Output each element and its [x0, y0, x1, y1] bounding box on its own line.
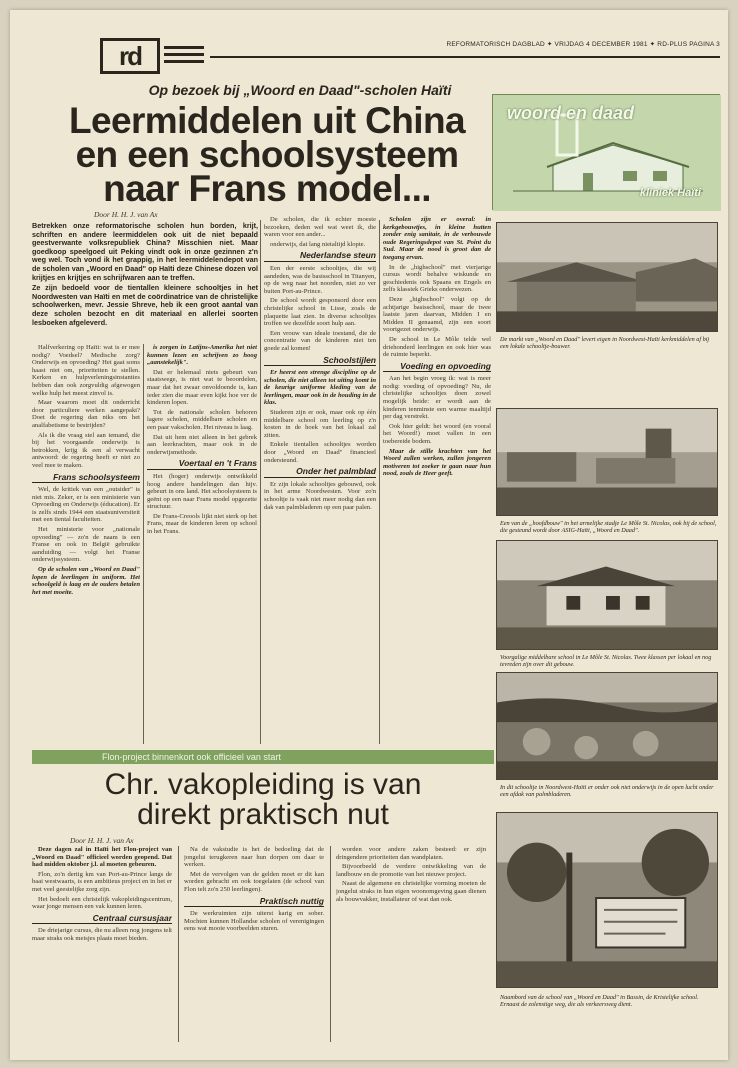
photo-open-air-image — [497, 673, 717, 779]
logo-lines-icon — [164, 46, 204, 70]
paragraph: Tot de nationale scholen behoren lagere scholen, middelbare scholen en een paar vakscholen. Het niveau is laag. — [147, 408, 257, 431]
paragraph: In de „highschool" met vierjarige cursus wordt behalve wiskunde en geschiedenis ook Spaans en Engels en zelfs klassiek Grieks onderwezen. — [383, 263, 491, 294]
paragraph: Ook hier geldt: het woord (en vooral het Woord!) moet vallen in een toebereide bodem. — [383, 422, 491, 446]
subhead-nederlandse-steun: Nederlandse steun — [264, 252, 376, 262]
photo-name-board-image — [497, 813, 717, 987]
article1-headline — [42, 100, 492, 209]
paragraph: Aan het begin vroeg ik: wat is meer nodig: voeding of opvoeding? Nu, de christelijke schooltjes doen zowel mogelijk beide: er wordt aan de kinderen tenminste een warme maaltijd per dag verstrekt. — [383, 375, 491, 421]
paragraph: Met de vervolgen van de gelden moet er dit kan worden gebracht en ook toegelaten (de school van Flon telt zo'n 250 leerlingen). — [184, 870, 324, 893]
photo-market — [496, 222, 718, 332]
article2-column-2 — [184, 846, 324, 1046]
photo-school — [496, 540, 718, 650]
photo-hoofdbouw-image — [497, 409, 717, 515]
column-rule — [178, 846, 179, 1042]
column-rule — [379, 220, 380, 744]
paragraph: De school in Le Môle telde wel driehonderd leerlingen en ook hier was de ruimte beperkt. — [383, 335, 491, 359]
paragraph: Het ministerie voor „nationale opvoeding" — zo'n de naam is een Franse en ook in België gebruikte aanduiding — volgt het Franse onderwijssysteem. — [32, 526, 140, 564]
paragraph: Het bedoelt een christelijk vakopleidingscentrum, waar jonge mensen een vak kunnen leren. — [32, 895, 172, 911]
photo-caption-3: Voorgalige middelbare school in Le Môle St. Nicolas. Twee klassen per lokaal en nog tevreden zijn over dit gebouw. — [500, 654, 712, 668]
paragraph: Een vrouw van ideale toestand, die de concentratie van de kinderen niet ten goede zal komen! — [264, 329, 376, 352]
subhead-voeding: Voeding en opvoeding — [383, 363, 491, 373]
paragraph: Dat er helemaal niets gebeurt van staatswege, is niet wat te beoordelen, maar dat het zwaar onvoldoende is, kan ieder zien die maar even kijkt hoe ver de kinderen lopen. — [147, 368, 257, 407]
headline-line-2: en een schoolsysteem — [75, 134, 459, 175]
paragraph: De driejarige cursus, die nu alleen nog jongens telt maar straks ook meisjes plaats moet bieden. — [32, 927, 172, 942]
paragraph: De Frans-Creools lijkt niet sterk op het Frans, maar de kinderen leren op school in het Frans. — [147, 512, 257, 536]
paragraph: Als ik die vraag stel aan iemand, die bij het voorgaande onderwijs is betrokken, krijg ik een al verwacht antwoord: de regering heeft er niet zo veel mee te maken. — [32, 431, 140, 469]
photo-hoofdbouw — [496, 408, 718, 516]
intro-paragraph-1: Betrekken onze reformatorische scholen hun borden, krijt, schriften en andere leermiddelen ook uit de niet bepaald geestverwante volksrepubliek China? Misschien niet. Maar goedkoop speelgoed uit Peking vindt ook in onze gezinnen z'n weg wel. Toch vond ik het grappig, in het leermiddelendepot van de scholen van „Woord en Daad" op Haïti deze Chinese dozen vol krijtjes en krijtjes en schrijfwaren aan te treffen. — [32, 222, 258, 282]
italic-quote: Op de scholen van „Woord en Daad" lopen de leerlingen in uniform. Het schoolgeld is laag en de ouders betalen het met moeite. — [32, 566, 140, 596]
article2-headline — [32, 770, 494, 830]
paragraph: De werkruimten zijn uiterst karig en sober. Mochten kunnen Hollandse scholen of verenigingen eens wat mooie voorbeelden sturen. — [184, 910, 324, 933]
paragraph: Studeren zijn er ook, maar ook op één middelbare school om leerling op z'n kosten in de hoek van het lokaal zal zitten. — [264, 409, 376, 439]
subhead-centraal-cursusjaar: Centraal cursusjaar — [32, 915, 172, 925]
masthead — [100, 38, 720, 78]
subhead-onder-het-palmblad: Onder het palmblad — [264, 468, 376, 478]
edition-line: REFORMATORISCH DAGBLAD ✦ VRIJDAG 4 DECEMBER 1981 ✦ RD-PLUS PAGINA 3 — [446, 41, 720, 48]
paragraph: Deze „highschool" volgt op de achtjarige basisschool, maar de twee laatste jaren daarvan, Midden I en Midden II genaamd, zijn een soort voortgezet onderwijs. — [383, 295, 491, 334]
paragraph: Een der eerste schooltjes, die wij aandeden, was de basisschool in Titanyen, op de weg naar het noorden, niet zo ver buiten Port-au-Prince. — [264, 264, 376, 295]
paragraph: worden voor andere zaken besteed: er zijn dringendere prioriteiten dan wandplaten. — [336, 846, 486, 861]
paragraph: onderwijs, dat lang nietaltijd klopte. — [270, 240, 366, 248]
banner-title: woord en daad — [507, 103, 635, 123]
paragraph: Dat uit hem niet alleen in het gebrek aan leerkrachten, maar ook in de onderwijsmethode. — [147, 433, 257, 456]
column-rule — [143, 344, 144, 744]
article1-kicker: Op bezoek bij „Woord en Daad"-scholen Haïti — [148, 82, 452, 98]
paragraph: Enkele tientallen schooltjes worden door „Woord en Daad" financieel ondersteund. — [264, 441, 376, 464]
paragraph: De school wordt gesponsord door een christelijke school in Lisse, zoals de plaquette laat zien. In diverse schooltjes troffen we dezelfde soort hulp aan. — [264, 297, 376, 328]
italic-quote: Er heerst een strenge discipline op de scholen, die niet alleen tot uiting komt in de keurige uniforme kleding van de leerlingen, maar ook in de houding in de klas. — [264, 369, 376, 407]
photo-market-image — [497, 223, 717, 331]
paragraph: De scholen, die ik echter moeste bezoeken, deden wel wat weet ik, die waren voor een ander... — [264, 216, 376, 239]
rd-logo: rd — [100, 38, 160, 74]
article1-column-1 — [32, 344, 140, 750]
headline2-line-2: direkt praktisch nut — [137, 798, 389, 831]
paragraph: Halfverkering op Haïti: wat is er mee nodig? Voedsel? Medische zorg? Onderwijs en opvoeding? Het gaat soms haast niet om, prioriteiten te stellen. Kerken en hulpverleningsinstanties hebben dan ook zorgvuldig afgewogen welke hulp het meest zinvol is. — [32, 344, 140, 397]
headline-line-3: naar Frans model... — [103, 168, 431, 209]
article2-byline: Door H. H. J. van Ax — [70, 836, 134, 845]
paragraph: Wel, de kritiek van een „outsider" is niet mis. Zeker, er is een ministerie van Opvoeding en Onderwijs (éducation). Er is zelfs sinds 1944 een staatsuniversiteit met een tiental faculteiten. — [32, 486, 140, 524]
photo-name-board — [496, 812, 718, 988]
newspaper-page — [10, 10, 728, 1060]
article1-column-4 — [383, 216, 491, 750]
subhead-schoolstijlen: Schoolstijlen — [264, 357, 376, 367]
paragraph: Het (hoger) onderwijs ontwikkeld hoog andere handelingen dan hijv. gebeurt in ons land. Het schoolsysteem is geënt op een naar Frans model opgezette structuur. — [147, 472, 257, 511]
article1-intro — [32, 222, 258, 338]
photo-caption-5: Naambord van de school van „Woord en Daad" in Bassin, de Kristelijke school. Ernaast de zolenstige weg, die als verkeersweg dient. — [500, 994, 699, 1008]
article1-byline: Door H. H. J. van Ax — [94, 210, 158, 219]
paragraph: Flon, zo'n dertig km van Port-au-Prince langs de baai westwaarts, is een ambitieus project en in het er met veel geestelijke zorg zijn. — [32, 870, 172, 893]
article1-column-2 — [147, 344, 257, 750]
article2-kicker: Flon-project binnenkort ook officieel van start — [32, 750, 494, 764]
article2 — [32, 750, 494, 1050]
headline2-line-1: Chr. vakopleiding is van — [104, 768, 422, 801]
photo-caption-4: In dit schooltje in Noordwest-Haïti er onder ook niet onderwijs in de open lucht onder een afdak van palmbladeren. — [500, 784, 714, 798]
column-rule — [330, 846, 331, 1042]
header-rule — [210, 56, 720, 58]
photo-caption-1: De markt van „Woord en Daad" levert eigen in Noordwest-Haïti kerkmiddelen af bij een lokale schooltje-bouwer. — [500, 336, 710, 350]
italic-quote: is zorgen in Latijns-Amerika het niet kunnen lezen en schrijven zo hoog „aanstekelijk". — [147, 344, 257, 367]
article2-intro: Deze dagen zal in Haïti het Flon-project van „Woord en Daad" officieel worden geopend. Dat had midden oktober j.l. al moeten gebeuren. — [32, 846, 172, 869]
column-rule — [260, 220, 261, 744]
paragraph: Naast de algemene en christelijke vorming moeten de jongelui straks in hun eigen woonomgeving gaan dienen als bouwvakker, installateur of wat dan ook. — [336, 880, 486, 903]
photo-caption-2: Een van de „hoofdbouw" in het armelijke stadje Le Môle St. Nicolas, ook bij de school, die gesteund wordt door ASIG-Haïti, „Woord en Daad". — [500, 520, 717, 534]
woord-en-daad-banner — [492, 94, 720, 210]
article2-column-1 — [32, 846, 172, 1046]
intro-paragraph-2: Ze zijn bedoeld voor de tientallen kleinere schooltjes in het Noordwesten van Haïti en met de coördinatrice van de christelijke schoolwerken, mevr. Jessie Shreve, heb ik een groot aantal van deze scholen bezocht en dit materiaal en allerlei soorten lesboeken afgeleverd. — [32, 283, 258, 327]
paragraph: Maar waarom moet dit onderricht door particuliere werken aangepakt? Doet de regering dan niks om het analfabetisme te bestrijden? — [32, 399, 140, 429]
article2-column-3 — [336, 846, 486, 1046]
banner-subtitle: kliniek Haïti — [639, 187, 701, 199]
italic-quote: Maar de stille krachten van het Woord zullen werken, zullen jongeren motiveren tot zoeker te gaan naar hun nood, zoals de Heer geeft. — [383, 447, 491, 478]
paragraph: Bijvoorbeeld de verdere ontwikkeling van de landbouw en de promotie van het nieuwe project. — [336, 863, 486, 878]
article1-column-3 — [264, 216, 376, 750]
subhead-voertaal: Voertaal en 't Frans — [147, 460, 257, 470]
subhead-frans-schoolsysteem: Frans schoolsysteem — [32, 474, 140, 484]
italic-quote: Scholen zijn er overal: in kerkgebouwtjes, in kleine hutten zonder enig sanitair, in de verbouwde oude Regeringsdepot van St. Point du Sud. Maar de nood is groot dan de toegang ervan. — [383, 216, 491, 261]
headline-line-1: Leermiddelen uit China — [69, 100, 465, 141]
photo-school-image — [497, 541, 717, 649]
subhead-praktisch-nuttig: Praktisch nuttig — [184, 898, 324, 908]
photo-open-air-school — [496, 672, 718, 780]
paragraph: Er zijn lokale schooltjes gebouwd, ook in het arme Noordwesten. Voor zo'n schooltje is vaak niet meer nodig dan een dak van palmbladeren op een paar palen. — [264, 480, 376, 511]
paragraph: Na de vakstudie is het de bedoeling dat de jongelui terugkeren naar hun dorpen om daar te werken. — [184, 846, 324, 869]
